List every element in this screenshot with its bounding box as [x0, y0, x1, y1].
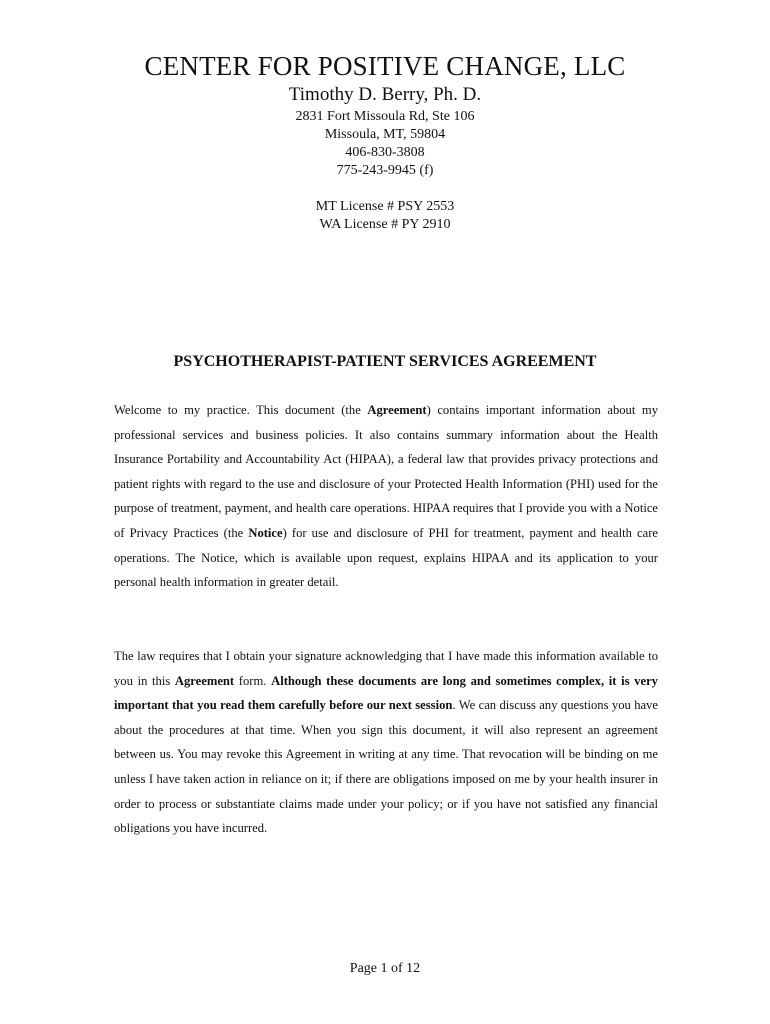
sig-text-2: form. [234, 673, 272, 688]
intro-text-3: ) for use and disclosure of PHI for treatment, payment and health care operations. The Notice, which is available upon request, explains HIPAA and its application to your personal health information in greater detail. [114, 525, 658, 590]
city-state-zip: Missoula, MT, 59804 [324, 127, 446, 142]
letterhead [0, 50, 770, 234]
clinician-name: Timothy D. Berry, Ph. D. [288, 84, 482, 105]
sig-bold-agreement: Agreement [174, 673, 235, 688]
sig-bold-warning: Although these documents are long and sometimes complex, it is very important that you read them carefully before our next session [114, 673, 658, 713]
fax-number: 775-243-9945 (f) [336, 163, 434, 178]
intro-bold-notice: Notice [248, 525, 283, 540]
sig-text-1: The law requires that I obtain your signature acknowledging that I have made this information available to you in this [114, 649, 658, 688]
organization-name: CENTER FOR POSITIVE CHANGE, LLC [144, 51, 626, 81]
signature-paragraph [114, 644, 658, 841]
mt-license: MT License # PSY 2553 [315, 199, 455, 214]
page-number: Page 1 of 12 [349, 961, 421, 976]
street-address: 2831 Fort Missoula Rd, Ste 106 [295, 109, 475, 124]
intro-text-1: Welcome to my practice. This document (the [114, 403, 368, 417]
contact-block [0, 108, 770, 180]
wa-license: WA License # PY 2910 [319, 217, 451, 232]
intro-bold-agreement: Agreement [367, 403, 427, 417]
license-block [0, 198, 770, 234]
intro-paragraph [114, 398, 658, 595]
sig-text-3: . We can discuss any questions you have about the procedures at that time. When you sign this document, it will also represent an agreement between us. You may revoke this Agreement in writing at any time. That revocation will be binding on me unless I have taken action in reliance on it; if there are obligations imposed on me by your health insurer in order to process or substantiate claims made under your policy; or if you have not satisfied any financial obligations you have incurred. [114, 698, 658, 836]
phone-number: 406-830-3808 [345, 145, 425, 160]
document-title: PSYCHOTHERAPIST-PATIENT SERVICES AGREEMENT [173, 353, 597, 370]
intro-text-2: ) contains important information about my professional services and business policies. It also contains summary information about the Health Insurance Portability and Accountability Act (HIPAA), a federal law that provides privacy protections and patient rights with regard to the use and disclosure of your Protected Health Information (PHI) used for the purpose of treatment, payment, and health care operations. HIPAA requires that I provide you with a Notice of Privacy Practices (the [114, 403, 658, 540]
